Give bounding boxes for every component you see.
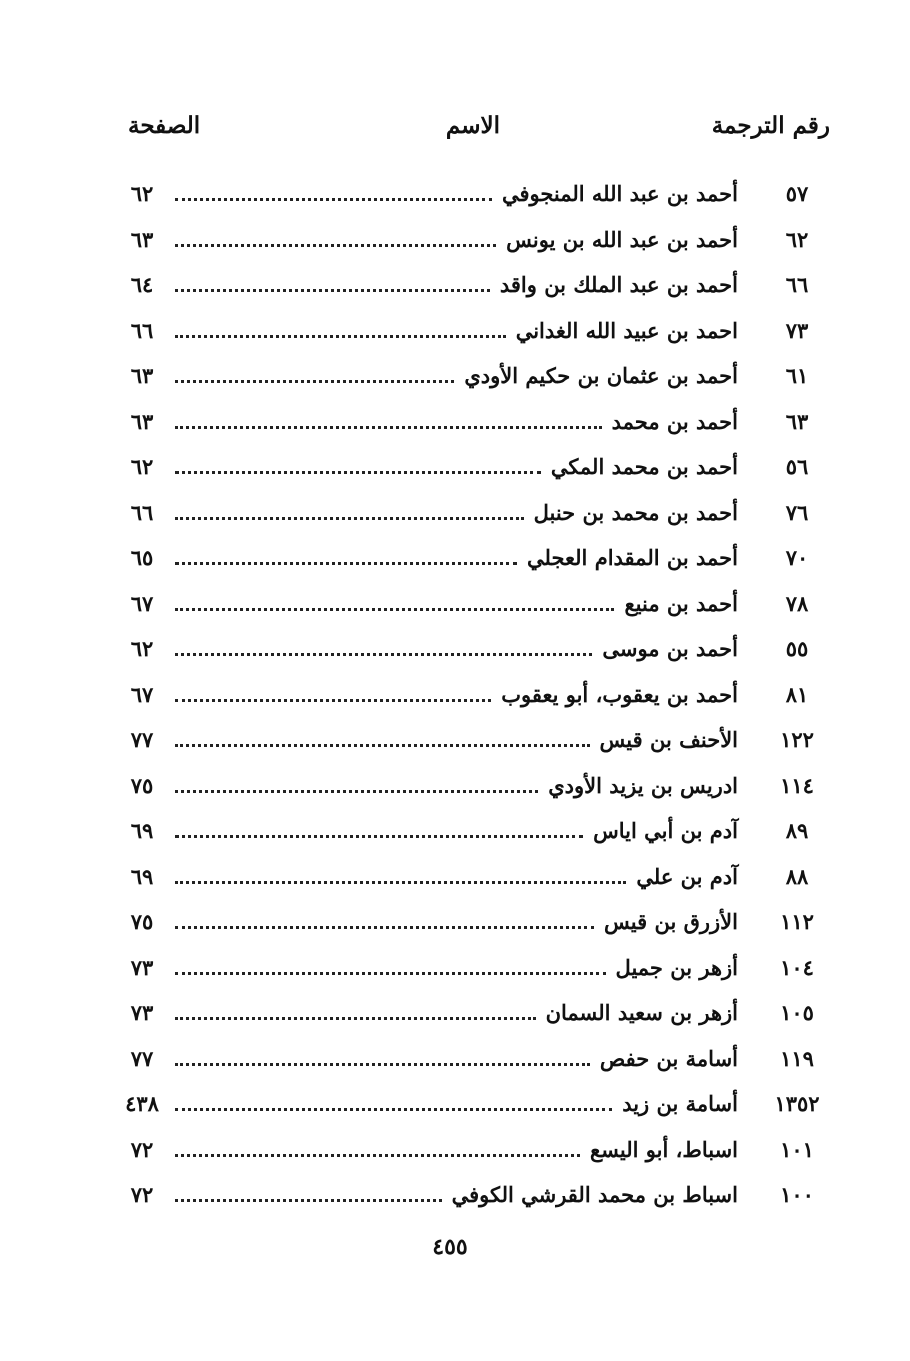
- dot-leader: [175, 1017, 536, 1020]
- dot-leader: [175, 198, 492, 201]
- entry-name: أحمد بن محمد بن حنبل: [533, 499, 738, 525]
- entry-name: أسامة بن زيد: [622, 1091, 738, 1116]
- entry-name: أسامة بن حفص: [599, 1045, 738, 1071]
- entry-page: ٦٥: [130, 545, 154, 570]
- entry-name: أحمد بن محمد: [611, 408, 738, 434]
- dot-leader: [175, 289, 490, 292]
- entry-number: ١١٢: [780, 909, 814, 934]
- dot-leader: [175, 1108, 612, 1111]
- entry-name: أحمد بن عبد الملك بن واقد: [499, 272, 738, 297]
- dot-leader: [175, 608, 614, 611]
- entry-page: ٦٤: [130, 272, 154, 297]
- dot-leader: [175, 335, 506, 338]
- index-entry: [0, 266, 910, 312]
- entry-page: ٦٢: [130, 181, 154, 206]
- entry-number: ٨٨: [785, 863, 809, 889]
- entry-page: ٧٥: [130, 772, 154, 798]
- entry-number: ١٠٥: [780, 1000, 814, 1025]
- entry-name: آدم بن أبي اياس: [593, 818, 738, 843]
- index-entry: [0, 1040, 910, 1086]
- dot-leader: [175, 1154, 580, 1157]
- index-entry: [0, 721, 910, 767]
- entry-page: ٦٢: [130, 636, 154, 661]
- dot-leader: [175, 380, 454, 383]
- dot-leader: [175, 744, 590, 747]
- entry-number: ٨١: [785, 681, 809, 707]
- entry-name: أحمد بن عبد الله بن يونس: [506, 226, 738, 252]
- dot-leader: [175, 562, 517, 565]
- entry-name: الأحنف بن قيس: [599, 727, 738, 752]
- index-entry: [0, 767, 910, 813]
- entry-page: ٦٧: [130, 590, 154, 616]
- entry-name: أحمد بن المقدام العجلي: [527, 545, 738, 570]
- entry-page: ٦٢: [130, 454, 154, 479]
- entry-number: ١٢٢: [780, 727, 814, 752]
- entry-page: ٧٢: [130, 1136, 154, 1162]
- entry-number: ١١٩: [780, 1045, 814, 1071]
- index-entry: [0, 585, 910, 631]
- entry-page: ٧٥: [130, 909, 154, 934]
- index-entry: [0, 630, 910, 676]
- entry-number: ١١٤: [780, 772, 814, 798]
- page-number: ٤٥٥: [432, 1234, 468, 1260]
- dot-leader: [175, 972, 606, 975]
- entry-name: أحمد بن عبد الله المنجوفي: [501, 181, 738, 206]
- entry-page: ٧٧: [130, 1045, 154, 1071]
- entry-page: ٦٩: [130, 863, 154, 889]
- index-entry: [0, 903, 910, 949]
- entry-page: ٦٣: [130, 226, 154, 252]
- entry-page: ٦٦: [130, 317, 154, 343]
- entry-number: ٥٧: [785, 181, 809, 206]
- entry-name: أحمد بن منيع: [624, 590, 738, 616]
- entry-number: ١٠٤: [780, 954, 814, 980]
- entry-number: ١٠١: [780, 1136, 814, 1162]
- entry-page: ٦٩: [130, 818, 154, 843]
- entry-name: احمد بن عبيد الله الغداني: [515, 317, 738, 343]
- dot-leader: [175, 926, 594, 929]
- entry-number: ٦٦: [785, 272, 809, 297]
- entry-page: ٧٧: [130, 727, 154, 752]
- entry-page: ٦٣: [130, 363, 154, 388]
- entry-number: ٦٣: [785, 408, 809, 434]
- entry-name: أزهر بن جميل: [615, 954, 738, 980]
- entry-number: ٧٨: [785, 590, 809, 616]
- entry-page: ٧٣: [130, 1000, 154, 1025]
- dot-leader: [175, 699, 491, 702]
- entry-name: أحمد بن محمد المكي: [550, 454, 738, 479]
- entry-page: ٦٧: [130, 681, 154, 707]
- entry-name: آدم بن علي: [636, 863, 738, 889]
- dot-leader: [175, 517, 524, 520]
- index-entry: [0, 448, 910, 494]
- entry-number: ٦١: [785, 363, 809, 388]
- index-entry: [0, 494, 910, 540]
- index-entry: [0, 221, 910, 267]
- index-entry: [0, 858, 910, 904]
- index-entry: [0, 175, 910, 221]
- index-entries: [0, 175, 910, 1222]
- entry-name: أزهر بن سعيد السمان: [545, 1000, 738, 1025]
- index-entry: [0, 1085, 910, 1131]
- index-entry: [0, 1176, 910, 1222]
- index-entry: [0, 403, 910, 449]
- entry-number: ١٣٥٢: [774, 1091, 820, 1116]
- index-entry: [0, 812, 910, 858]
- index-entry: [0, 949, 910, 995]
- entry-number: ١٠٠: [780, 1182, 814, 1207]
- header-page: الصفحة: [128, 112, 201, 139]
- index-entry: [0, 357, 910, 403]
- dot-leader: [175, 790, 538, 793]
- entry-number: ٥٥: [785, 636, 809, 661]
- entry-number: ٧٦: [785, 499, 809, 525]
- index-entry: [0, 994, 910, 1040]
- entry-page: ٧٢: [130, 1182, 154, 1207]
- dot-leader: [175, 426, 602, 429]
- entry-name: أحمد بن موسى: [602, 636, 738, 661]
- index-entry: [0, 312, 910, 358]
- entry-number: ٧٠: [785, 545, 809, 570]
- entry-page: ٧٣: [130, 954, 154, 980]
- entry-page: ٦٦: [130, 499, 154, 525]
- index-entry: [0, 539, 910, 585]
- entry-name: الأزرق بن قيس: [604, 909, 738, 934]
- dot-leader: [175, 653, 592, 656]
- dot-leader: [175, 1199, 442, 1202]
- entry-name: أحمد بن يعقوب، أبو يعقوب: [501, 681, 738, 707]
- entry-number: ٦٢: [785, 226, 809, 252]
- entry-page: ٦٣: [130, 408, 154, 434]
- entry-number: ٨٩: [785, 818, 809, 843]
- header-entry-number: رقم الترجمة: [711, 112, 830, 139]
- entry-name: اسباط، أبو اليسع: [590, 1136, 738, 1162]
- entry-name: اسباط بن محمد القرشي الكوفي: [451, 1182, 738, 1207]
- entry-number: ٥٦: [785, 454, 809, 479]
- dot-leader: [175, 471, 541, 474]
- dot-leader: [175, 244, 496, 247]
- entry-name: أحمد بن عثمان بن حكيم الأودي: [464, 363, 738, 388]
- entry-name: ادريس بن يزيد الأودي: [548, 772, 738, 798]
- dot-leader: [175, 1063, 590, 1066]
- entry-number: ٧٣: [785, 317, 809, 343]
- index-entry: [0, 676, 910, 722]
- entry-page: ٤٣٨: [125, 1091, 159, 1116]
- dot-leader: [175, 835, 583, 838]
- header-name: الاسم: [445, 112, 500, 139]
- index-entry: [0, 1131, 910, 1177]
- column-headers: [128, 112, 830, 148]
- dot-leader: [175, 881, 626, 884]
